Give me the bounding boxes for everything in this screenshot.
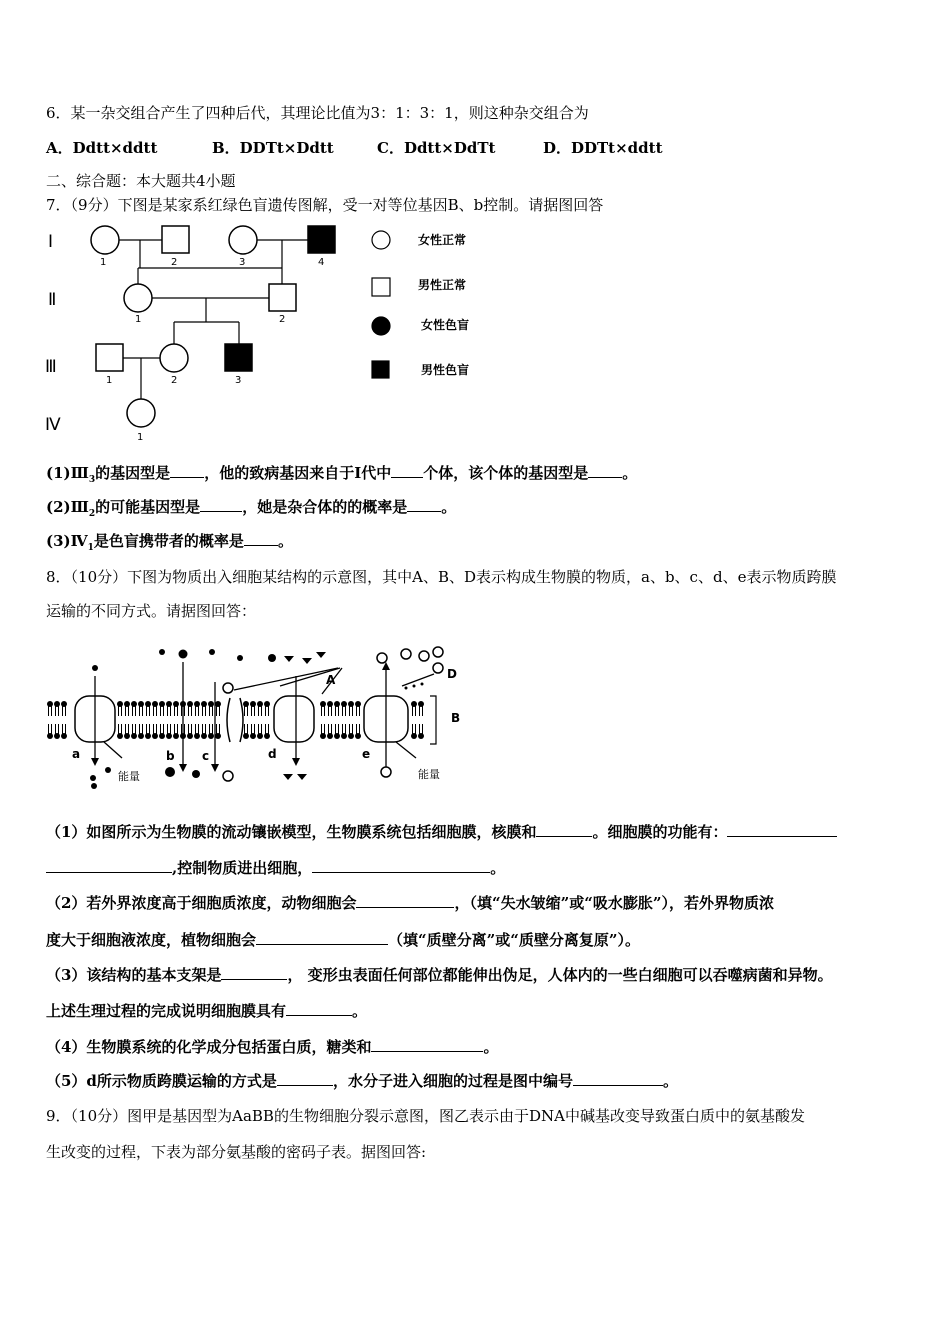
pedigree-I4-male-affected (308, 226, 335, 253)
pedigree-number: 1 (135, 314, 142, 325)
label-B: B (451, 711, 461, 725)
phospholipid-head (47, 724, 53, 739)
legend-label: 女性正常 (418, 233, 467, 247)
phospholipid-head (215, 724, 221, 739)
phospholipid-head (159, 724, 165, 739)
label-energy: 能量 (418, 768, 440, 781)
pedigree-number: 2 (171, 375, 178, 386)
label-b: b (166, 749, 175, 763)
membrane-figure (44, 646, 484, 792)
phospholipid-head (61, 701, 67, 716)
pedigree-number: 1 (106, 375, 113, 386)
pedigree-number: 4 (318, 257, 325, 268)
legend-female-affected-icon (372, 317, 390, 335)
phospholipid-head (208, 724, 214, 739)
q8-sub2-line1: （2）若外界浓度高于细胞质浓度，动物细胞会 ，（填“失水皱缩”或“吸水膨胀”），若外界物质浓 (46, 894, 774, 912)
pedigree-II2-male-normal (269, 284, 296, 311)
phospholipid-head (152, 724, 158, 739)
phospholipid-head (411, 724, 417, 739)
pedigree-number: 1 (137, 432, 144, 443)
pedigree-number: 2 (171, 257, 178, 268)
section-heading: 二、综合题：本大题共4小题 (46, 172, 236, 190)
phospholipid-head (159, 701, 165, 716)
phospholipid-head (187, 701, 193, 716)
pedigree-I3-female-normal (229, 226, 257, 254)
label-c: c (202, 749, 210, 763)
carrier-protein-d (274, 696, 314, 742)
phospholipid-head (327, 724, 333, 739)
q8-sub4: （4）生物膜系统的化学成分包括蛋白质，糖类和 。 (46, 1038, 499, 1056)
phospholipid-head (257, 724, 263, 739)
phospholipid-head (145, 724, 151, 739)
phospholipid-head (327, 701, 333, 716)
phospholipid-head (243, 724, 249, 739)
phospholipid-head (117, 701, 123, 716)
q8-sub1-line2: ,控制物质进出细胞， 。 (46, 858, 505, 878)
q7-sub1: $(1)Ⅲ_3$的基因型是 ，他的致病基因来自于Ⅰ代中 个体，该个体的基因型是 。 (46, 464, 638, 485)
pedigree-IV1-female-normal (127, 399, 155, 427)
phospholipid-head (124, 724, 130, 739)
legend-male-affected-icon (372, 361, 389, 378)
q6-option-c: C．Ddtt×DdTt (377, 139, 496, 157)
q6-option-a: A．Ddtt×ddtt (46, 139, 158, 157)
legend-label: 女性色盲 (421, 318, 470, 332)
phospholipid-head (341, 724, 347, 739)
pedigree-I2-male-normal (162, 226, 189, 253)
q8-sub3-line2: 上述生理过程的完成说明细胞膜具有 。 (46, 1002, 368, 1020)
q8-sub1-line1: （1）如图所示为生物膜的流动镶嵌模型，生物膜系统包括细胞膜，核膜和 。细胞膜的功能有： (46, 822, 837, 842)
generation-label-I: Ⅰ (48, 232, 54, 252)
q8-stem-line1: 8．（10分）下图为物质出入细胞某结构的示意图，其中A、B、D表示构成生物膜的物质，a、b、c、d、e表示物质跨膜 (46, 568, 837, 586)
label-a: a (72, 747, 81, 761)
label-energy: 能量 (118, 770, 140, 783)
phospholipid-head (418, 701, 424, 716)
q6-option-d: D．DDTt×ddtt (543, 139, 663, 157)
pedigree-III3-male-affected (225, 344, 252, 371)
phospholipid-head (152, 701, 158, 716)
pedigree-figure (40, 218, 500, 450)
phospholipid-head (173, 724, 179, 739)
phospholipid-head (54, 701, 60, 716)
phospholipid-head (187, 724, 193, 739)
phospholipid-head (145, 701, 151, 716)
phospholipid-head (131, 701, 137, 716)
label-e: e (362, 747, 371, 761)
q7-stem: 7．（9分）下图是某家系红绿色盲遗传图解，受一对等位基因B、b控制。请据图回答 (46, 196, 604, 214)
pedigree-number: 2 (279, 314, 286, 325)
phospholipid-head (355, 724, 361, 739)
phospholipid-head (264, 724, 270, 739)
phospholipid-head (355, 701, 361, 716)
phospholipid-head (194, 701, 200, 716)
phospholipid-head (208, 701, 214, 716)
phospholipid-head (348, 724, 354, 739)
phospholipid-head (334, 701, 340, 716)
phospholipid-head (250, 701, 256, 716)
pedigree-III1-male-normal (96, 344, 123, 371)
phospholipid-head (243, 701, 249, 716)
phospholipid-head (411, 701, 417, 716)
channel-protein-c (227, 698, 243, 742)
phospholipid-head (215, 701, 221, 716)
label-d: d (268, 747, 277, 761)
q8-sub3-line1: （3）该结构的基本支架是 ， 变形虫表面任何部位都能伸出伪足，人体内的一些白细胞可以吞噬病菌和异物。 (46, 966, 833, 984)
phospholipid-head (131, 724, 137, 739)
phospholipid-head (320, 724, 326, 739)
pedigree-II1-female-normal (124, 284, 152, 312)
phospholipid-head (348, 701, 354, 716)
q8-sub5: （5）d所示物质跨膜运输的方式是 ，水分子进入细胞的过程是图中编号 。 (46, 1072, 678, 1090)
phospholipid-head (264, 701, 270, 716)
pedigree-number: 3 (235, 375, 242, 386)
phospholipid-head (334, 724, 340, 739)
q6-option-b: B．DDTt×Ddtt (212, 139, 334, 157)
phospholipid-head (418, 724, 424, 739)
phospholipid-head (201, 724, 207, 739)
phospholipid-head (341, 701, 347, 716)
phospholipid-head (320, 701, 326, 716)
legend-male-normal-icon (372, 278, 390, 296)
q7-sub3: $(3)Ⅳ_1$是色盲携带者的概率是 。 (46, 532, 293, 553)
legend-label: 男性正常 (418, 278, 467, 292)
generation-label-IV: Ⅳ (45, 415, 61, 435)
q8-sub2-line2: 度大于细胞液浓度，植物细胞会 （填“质壁分离”或“质壁分离复原”）。 (46, 931, 641, 949)
phospholipid-head (54, 724, 60, 739)
generation-label-II: Ⅱ (48, 290, 57, 310)
label-D: D (447, 667, 457, 681)
phospholipid-head (124, 701, 130, 716)
phospholipid-head (61, 724, 67, 739)
pedigree-I1-female-normal (91, 226, 119, 254)
legend-female-normal-icon (372, 231, 390, 249)
phospholipid-head (166, 701, 172, 716)
q6-stem: 6．某一杂交组合产生了四种后代，其理论比值为3：1：3：1，则这种杂交组合为 (46, 104, 589, 122)
pedigree-number: 3 (239, 257, 246, 268)
phospholipid-head (117, 724, 123, 739)
q9-stem-line1: 9．（10分）图甲是基因型为AaBB的生物细胞分裂示意图，图乙表示由于DNA中碱基改变导致蛋白质中的氨基酸发 (46, 1107, 805, 1125)
label-A: A (326, 673, 336, 687)
phospholipid-head (138, 724, 144, 739)
q8-stem-line2: 运输的不同方式。请据图回答： (46, 602, 257, 620)
phospholipid-head (194, 724, 200, 739)
legend-label: 男性色盲 (421, 363, 470, 377)
q9-stem-line2: 生改变的过程，下表为部分氨基酸的密码子表。据图回答: (46, 1143, 427, 1161)
phospholipid-head (138, 701, 144, 716)
pedigree-number: 1 (100, 257, 107, 268)
pedigree-III2-female-normal (160, 344, 188, 372)
phospholipid-head (250, 724, 256, 739)
phospholipid-head (201, 701, 207, 716)
phospholipid-head (47, 701, 53, 716)
phospholipid-head (173, 701, 179, 716)
q7-sub2: $(2)Ⅲ_2$的可能基因型是 ，她是杂合体的的概率是 。 (46, 498, 457, 519)
phospholipid-head (257, 701, 263, 716)
phospholipid-head (166, 724, 172, 739)
generation-label-III: Ⅲ (45, 357, 57, 377)
